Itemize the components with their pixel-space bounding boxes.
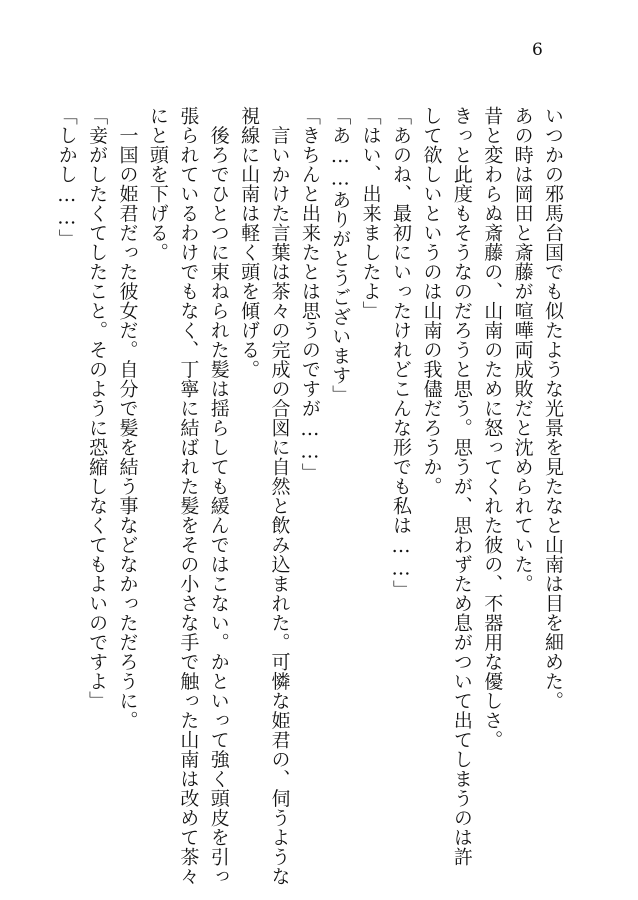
body-text	[51, 106, 568, 896]
dialogue-line: 「きちんと出来たとは思うのですが……」	[298, 106, 321, 483]
dialogue-line: 「あ……ありがとうございます」	[329, 106, 352, 405]
text-line: いつかの邪馬台国でも似たような光景を見たなと山南は目を細めた。	[542, 106, 564, 711]
text-line: 一国の姫君だった彼女だ。自分で髪を結う事などなかっただろうに。	[116, 106, 139, 730]
text-line: 言いかけた言葉は茶々の完成の合図に自然と飲み込まれた。可憐な姫君の、伺うような	[268, 106, 291, 886]
text-line: 張られているわけでもなく、丁寧に結ばれた髪をその小さな手で触った山南は改めて茶々	[177, 106, 200, 886]
dialogue-line: 「しかし……」	[55, 106, 78, 249]
dialogue-line: 「妾がしたくてしたこと。そのように恐縮しなくてもよいのですよ」	[86, 106, 109, 711]
page-number: 6	[532, 40, 543, 60]
text-line: にと頭を下げる。	[146, 106, 169, 262]
dialogue-line: 「あのね、最初にいったけれどこんな形でも私は……」	[390, 106, 413, 600]
text-line: 昔と変わらぬ斎藤の、山南のために怒ってくれた彼の、不器用な優しさ。	[481, 106, 504, 750]
text-line: 後ろでひとつに束ねられた髪は揺らしても緩んではこない。かといって強く頭皮を引っ	[207, 106, 230, 886]
dialogue-line: 「はい、出来ましたよ」	[359, 106, 382, 321]
text-line: して欲しいというのは山南の我儘だろうか。	[420, 106, 443, 496]
text-line: きっと此度もそうなのだろうと思う。思うが、思わずため息がついて出てしまうのは許	[450, 106, 473, 867]
text-line: 視線に山南は軽く頭を傾げる。	[238, 106, 261, 379]
text-line: あの時は岡田と斎藤が喧嘩両成敗だと沈められていた。	[511, 106, 534, 594]
